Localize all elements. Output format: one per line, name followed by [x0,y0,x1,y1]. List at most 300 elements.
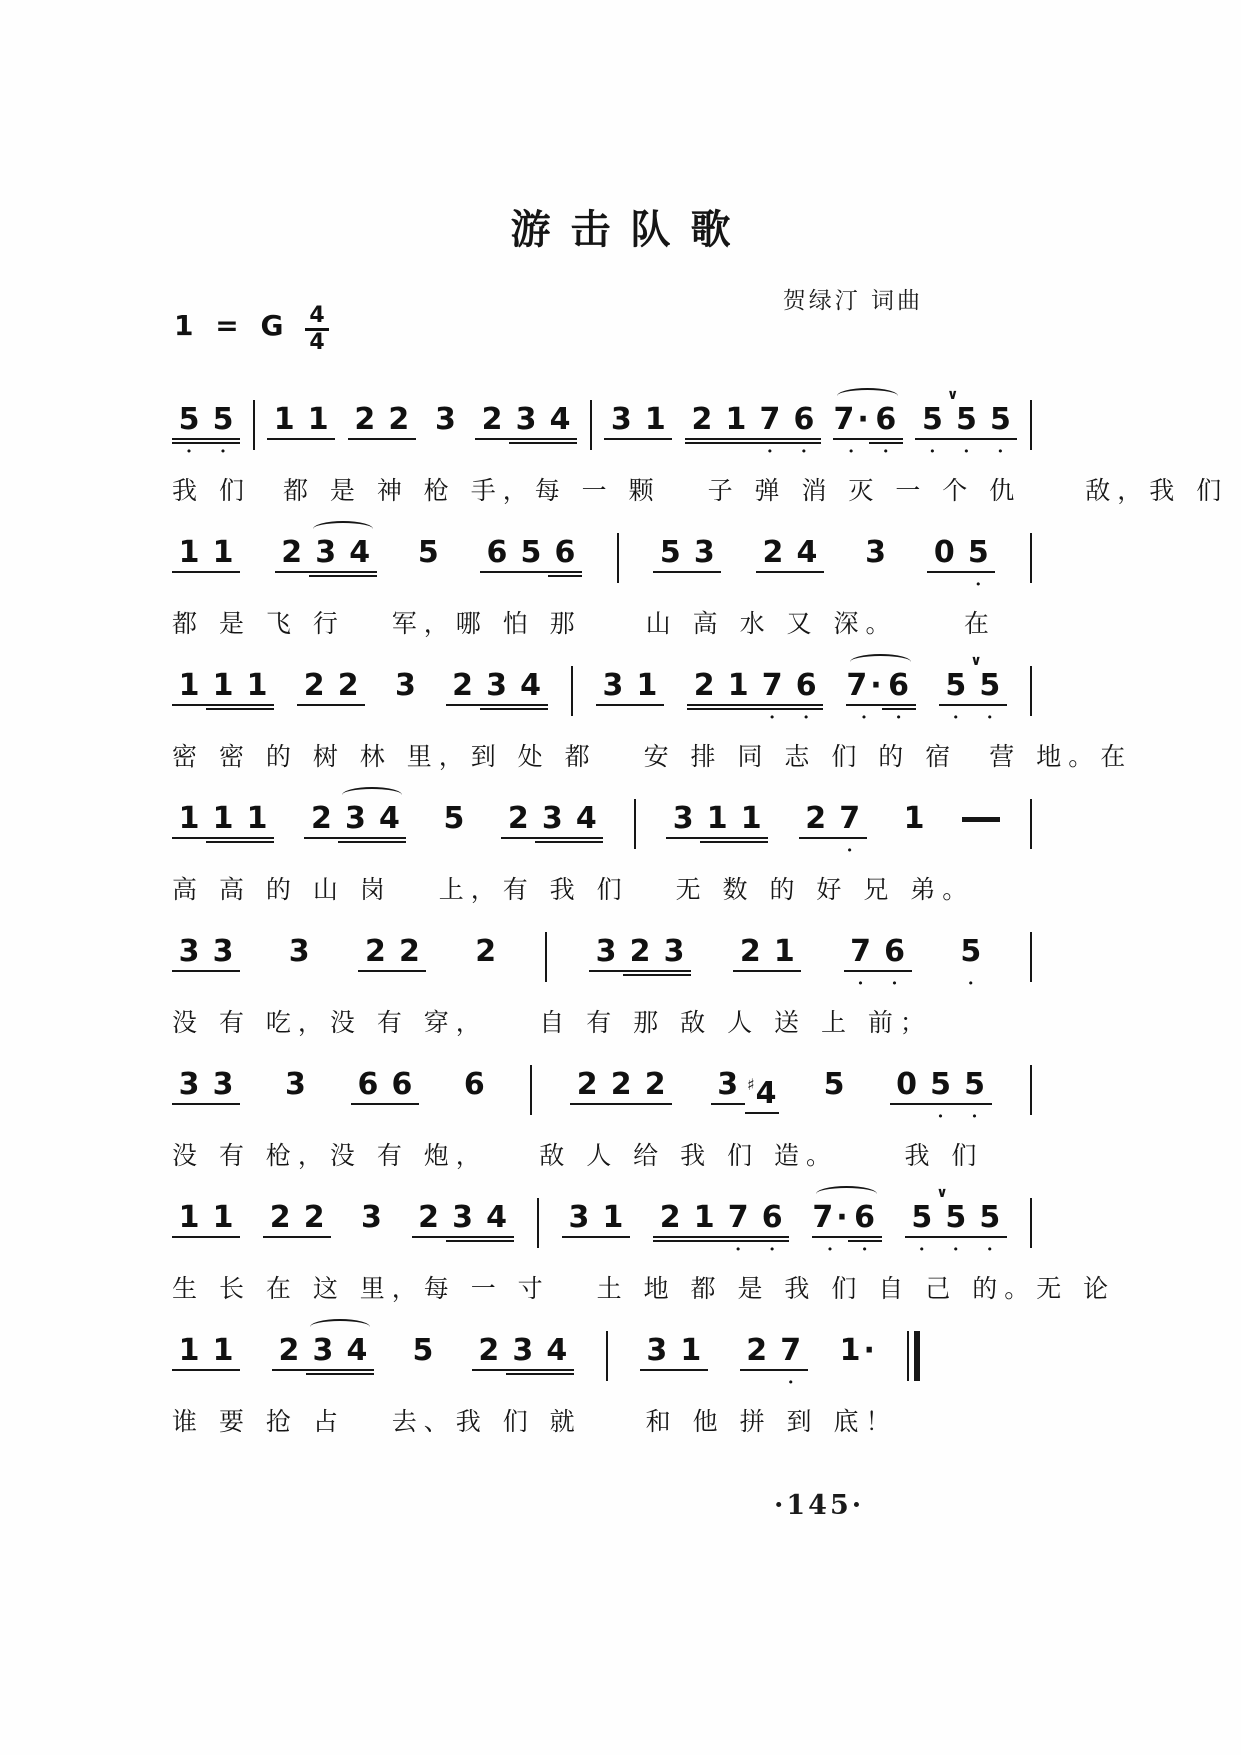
note-digit: 2 [659,1200,681,1235]
note-digit: 2 [475,934,497,969]
note [589,935,623,991]
note-digit: 1 [178,801,200,836]
note-digit: 7 [850,934,871,969]
note [172,1068,206,1124]
note [172,1201,206,1257]
note-digit: 3 [486,668,507,703]
note-digit: 2 [303,1200,325,1235]
note [745,1068,779,1133]
beam-line [309,575,343,577]
beam-underlines [653,569,687,580]
beam-underlines [548,569,582,580]
beam-line [412,1236,446,1238]
note-digit: 4 [549,402,571,437]
beam-underlines [469,968,503,979]
note-digit: 1 [636,668,658,703]
beam-underlines [638,1101,672,1112]
beam-line [514,708,548,710]
beam-underlines [890,1101,924,1112]
beam-line [733,970,767,972]
beam-line [385,1103,419,1105]
note-digit: 2 [303,668,325,703]
beam-line [878,970,912,972]
beam-underlines [267,436,301,447]
note-digit: 2 [746,1333,768,1368]
note [306,1334,340,1390]
note-digit: 2 [337,668,359,703]
note [897,802,931,858]
note [653,1201,687,1257]
beam-underlines [480,702,514,713]
beam-line [535,841,569,843]
note-digit: 2 [576,1067,598,1102]
note [340,1334,374,1390]
beam-line [848,1236,882,1238]
note [733,935,767,991]
beam-underlines [570,1101,604,1112]
beam-line [240,704,274,706]
note-group [282,935,316,991]
beam-underlines [272,1367,306,1378]
beam-underlines [406,1367,440,1378]
beam-line [653,1236,687,1238]
note-digit: 5 [212,402,234,437]
barline [590,400,592,450]
note-group [354,1201,388,1257]
note-digit: 2 [388,402,410,437]
note [206,802,240,858]
note-digit: 1 [178,1200,200,1235]
beam-underlines [840,1367,875,1378]
note-group [812,1201,881,1257]
time-signature-denominator: 4 [309,329,325,355]
low-octave-dot-icon: • [857,977,864,990]
beam-underlines [501,835,535,846]
beam-underlines [799,835,833,846]
barline [571,666,573,716]
low-octave-dot-icon: • [847,445,855,458]
beam-line [882,704,916,706]
beam-line [653,571,687,573]
note [840,1334,875,1390]
beam-line [548,571,582,573]
beam-underlines [630,702,664,713]
note-digit: 5 [659,535,681,570]
beam-line [306,1373,340,1375]
breath-mark-icon: ∨ [947,387,959,403]
note-digit: 1 [178,668,200,703]
note-digit: 3 [435,402,456,437]
low-octave-dot-icon: • [860,711,868,724]
beam-line [833,837,867,839]
beam-line [309,571,343,573]
beam-line [890,1103,924,1105]
beam-line [240,837,274,839]
beam-line [304,837,338,839]
beam-line [543,442,577,444]
note-digit: 3 [178,934,200,969]
note-digit: 4 [796,535,818,570]
note-group [666,802,768,858]
beam-underlines [475,436,509,447]
note-digit: 6 [888,668,910,703]
beam-underlines [172,569,206,580]
beam-line [172,571,206,573]
note [206,536,240,592]
beam-underlines [343,569,377,580]
note-digit: ♯4 [746,1075,777,1111]
note [638,403,672,459]
note-digit: 1 [212,801,234,836]
note [949,403,983,459]
beam-underlines [385,1101,419,1112]
note-digit: 3 [212,934,234,969]
note-group [275,536,377,592]
beam-line [958,1103,992,1105]
beam-line [540,1369,574,1371]
beam-line [331,704,365,706]
note-digit: 2 [481,402,503,437]
beam-line [358,970,392,972]
beam-underlines [348,436,382,447]
beam-line [846,704,881,706]
note-digit: 1 [644,402,666,437]
beam-underlines [282,968,316,979]
note-digit: 0 [896,1067,917,1102]
note [206,1068,240,1124]
note [848,1201,882,1257]
beam-underlines [172,835,206,846]
note-group [304,802,406,858]
note-digit: 2 [805,801,827,836]
note-digit: 4 [346,1333,368,1368]
note-group [348,403,416,459]
note-digit: 5 [964,1067,985,1102]
low-octave-dot-icon: • [891,977,898,990]
page-title: 游击队歌 [510,206,751,253]
beam-line [172,442,206,444]
note [382,403,416,459]
note-digit: 2 [629,934,651,969]
note-digit: 4 [486,1200,507,1235]
low-octave-dot-icon: • [219,445,227,458]
barline [1030,932,1032,982]
beam-line [721,708,755,710]
note [674,1334,708,1390]
beam-underlines [338,835,372,846]
beam-line [755,1240,789,1242]
note-digit: 1 [773,934,795,969]
note-digit: 5 [417,535,439,570]
beam-underlines [733,968,767,979]
beam-underlines [638,436,672,447]
beam-line [343,571,377,573]
low-octave-dot-icon: • [882,445,890,458]
beam-line [506,1373,540,1375]
note [623,935,657,991]
low-octave-dot-icon: • [986,711,994,724]
note-group [954,935,988,991]
note-digit: 5 [955,402,977,437]
beam-line [206,837,240,839]
beam-line [844,970,878,972]
note-digit: 3 [672,801,694,836]
note [297,1201,331,1257]
low-octave-dot-icon: • [766,445,774,458]
note [480,536,514,592]
beam-line [548,575,582,577]
beam-line [973,704,1007,706]
note-digit: 1 [178,1333,200,1368]
low-octave-dot-icon: • [826,1243,834,1256]
beam-line [172,970,206,972]
note-group [172,802,274,858]
note [309,536,343,592]
note [392,935,426,991]
beam-underlines [172,1234,206,1245]
note-digit: 4 [379,801,400,836]
beam-line [306,1369,340,1371]
beam-line [630,704,664,706]
note-group [388,669,422,725]
beam-underlines [275,569,309,580]
augmentation-dot-icon: · [863,1333,875,1368]
barline [537,1198,539,1248]
beam-line [506,1369,540,1371]
note-group [840,1334,875,1390]
beam-line [301,438,335,440]
beam-line [596,1236,630,1238]
beam-line [687,1240,721,1242]
note [687,669,721,725]
beam-line [543,438,577,440]
note-group [817,1068,851,1124]
note [480,1201,514,1257]
beam-line [640,1369,674,1371]
note-digit: 5 [945,1200,967,1235]
note [787,403,821,459]
note [954,935,988,991]
beam-underlines [278,1101,312,1112]
note-digit: 3 [288,934,310,969]
note-digit: 2 [693,668,715,703]
note-digit: 5 [967,535,989,570]
note [446,1201,480,1257]
note-digit: 5 [989,402,1011,437]
beam-line [172,1369,206,1371]
note-digit: 5 [979,668,1001,703]
beam-line [509,442,543,444]
note [348,403,382,459]
note [721,1201,755,1257]
beam-underlines [687,569,721,580]
note-digit: 7 [761,668,783,703]
beam-underlines [569,835,603,846]
beam-line [869,442,903,444]
note-group [351,1068,419,1124]
beam-underlines [543,436,577,447]
note [172,669,206,725]
barline [1030,533,1032,583]
beam-underlines [859,569,893,580]
beam-line [206,708,240,710]
note [753,403,787,459]
beam-line [799,837,833,839]
beam-line [848,1240,882,1242]
beam-underlines [927,569,961,580]
note-digit: 6 [486,535,508,570]
augmentation-dot-icon: · [836,1200,848,1235]
beam-underlines [382,436,416,447]
beam-line [569,841,603,843]
note-digit: 3 [610,402,632,437]
note-digit: 6 [854,1200,876,1235]
note-group [406,1334,440,1390]
beam-line [638,438,672,440]
beam-underlines [480,569,514,580]
note [604,403,638,459]
note-digit: 7 [780,1333,802,1368]
lyrics-line: 没 有 枪，没 有 炮， 敌 人 给 我 们 造。 我 们 [172,1141,984,1170]
note-group [846,669,915,725]
beam-underlines [596,702,630,713]
beam-underlines [263,1234,297,1245]
beam-line [687,1236,721,1238]
augmentation-dot-icon: · [870,668,882,703]
note [480,669,514,725]
music-system-2 [172,536,1241,640]
note-group [457,1068,491,1124]
lyrics-line: 我 们 都 是 神 枪 手，每 一 颗 子 弹 消 灭 一 个 仇 敌，我 们 [172,476,1229,505]
note-digit: 2 [691,402,713,437]
score [172,387,1241,1438]
note-digit: 5 [443,801,465,836]
note [973,669,1007,725]
note-digit: 5 [921,402,943,437]
note [755,1201,789,1257]
lyrics-line: 谁 要 抢 占 去、我 们 就 和 他 拼 到 底！ [172,1407,898,1436]
low-octave-dot-icon: • [975,578,982,591]
note-group [172,536,240,592]
beam-underlines [297,702,331,713]
beam-line [812,1236,847,1238]
note [846,669,881,725]
note [343,536,377,592]
note [506,1334,540,1390]
beam-line [711,1103,745,1105]
notes-row [172,1068,1032,1130]
note [535,802,569,858]
note-digit: 3 [693,535,715,570]
beam-line [755,1236,789,1238]
beam-line [172,704,206,706]
note [833,403,868,459]
note [446,669,480,725]
note-digit: 5 [960,934,982,969]
note-group [939,653,1007,725]
key-time-signature [174,299,1241,355]
beam-line [787,442,821,444]
note-digit: 1 [212,1333,234,1368]
note-group [890,1068,992,1124]
note-digit: 3 [312,1333,334,1368]
beam-line [589,970,623,972]
note [501,802,535,858]
note [719,403,753,459]
note [331,669,365,725]
note [905,1185,948,1257]
low-octave-dot-icon: • [986,1243,994,1256]
note-digit: 3 [512,1333,534,1368]
beam-underlines [756,569,790,580]
barline [545,932,547,982]
note-digit: 1 [680,1333,702,1368]
beam-line [206,1236,240,1238]
low-octave-dot-icon: • [802,711,810,724]
lyrics-line: 都 是 飞 行 军，哪 怕 那 山 高 水 又 深。 在 [172,609,996,638]
note-group [428,403,462,459]
slur-arc [837,388,898,404]
beam-underlines [480,1234,514,1245]
beam-underlines [331,702,365,713]
note [570,1068,604,1124]
low-octave-dot-icon: • [800,445,808,458]
note [790,536,824,592]
note-digit: 6 [554,535,576,570]
beam-line [338,837,372,839]
beam-line [206,442,240,444]
beam-underlines [206,835,240,846]
note-digit: 3 [865,535,887,570]
music-system-8 [172,1334,1241,1438]
barline [1030,1198,1032,1248]
note [666,802,700,858]
beam-underlines [372,835,406,846]
note [630,669,664,725]
note [774,1334,808,1390]
note-digit: 2 [281,535,303,570]
note [457,1068,491,1124]
note [172,536,206,592]
note-digit: 2 [452,668,473,703]
note [983,403,1017,459]
beam-line [787,438,821,440]
beam-underlines [711,1101,745,1112]
note-group [358,935,426,991]
beam-line [734,841,768,843]
beam-line [623,974,657,976]
beam-underlines [790,569,824,580]
notes-row [172,1185,1032,1263]
note-digit: 2 [269,1200,291,1235]
beam-line [927,571,961,573]
beam-line [392,970,426,972]
beam-underlines [301,436,335,447]
beam-underlines [657,968,691,979]
note [275,536,309,592]
note [240,802,274,858]
beam-underlines [897,835,931,846]
beam-line [939,1236,973,1238]
beam-line [382,438,416,440]
note-digit: 2 [278,1333,300,1368]
beam-line [340,1373,374,1375]
beam-line [905,1236,939,1238]
beam-underlines [309,569,343,580]
note-digit: 7 [727,1200,749,1235]
note-digit: 6 [761,1200,783,1235]
lyrics-line: 密 密 的 树 林 里，到 处 都 安 排 同 志 们 的 宿 营 地。在 [172,742,1133,771]
